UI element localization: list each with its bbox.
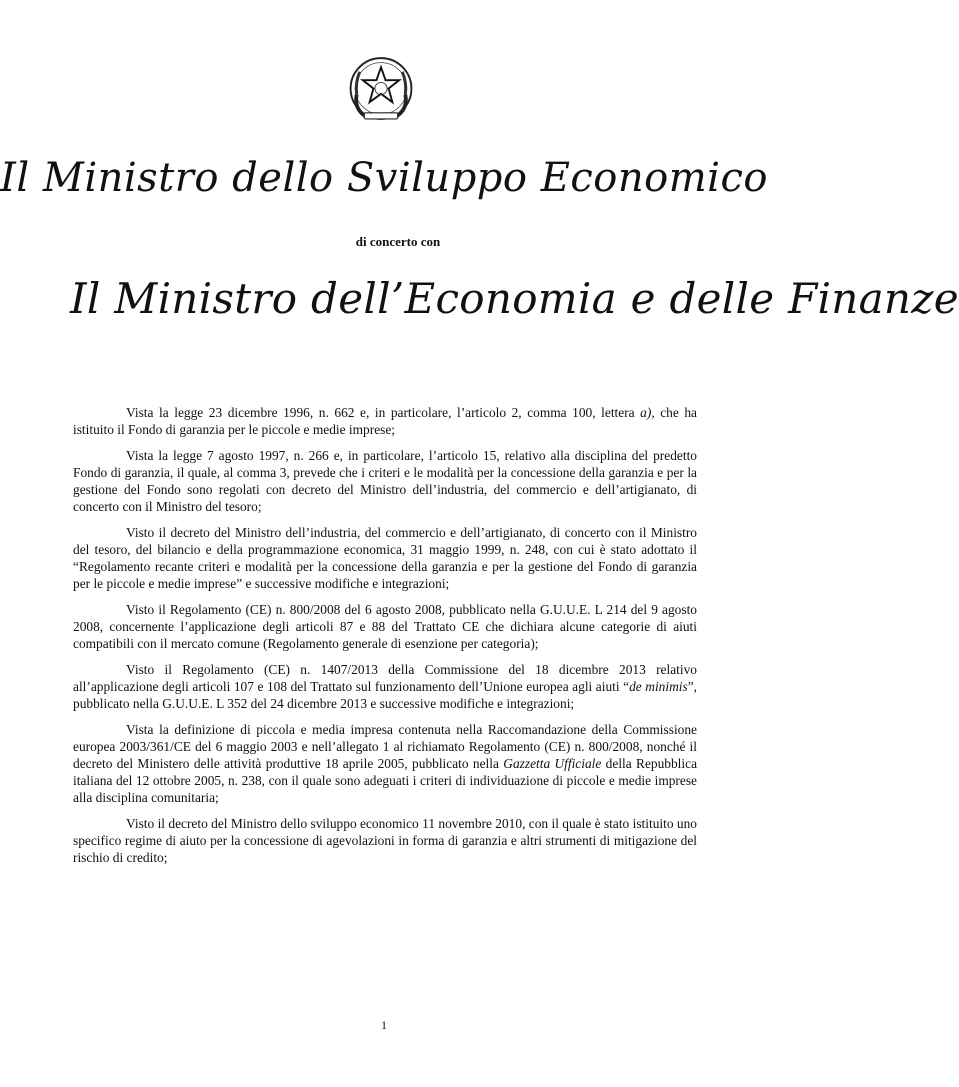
- paragraph-text: Vista la definizione di piccola e media impresa contenuta nella Raccomandazione della Commissione europea 2003/361/CE del 6 maggio 2003 e nell’allegato 1 al richiamato Regolamento (CE) n. 800/2008, nonché il decreto del Ministero delle attività produttive 18 aprile 2005, pubblicato nella: [73, 722, 697, 771]
- paragraph-5: [73, 661, 697, 712]
- paragraph-text: , che ha istituito il Fondo di garanzia per le piccole e medie imprese;: [73, 405, 698, 437]
- paragraph-2: Vista la legge 7 agosto 1997, n. 266 e, in particolare, l’articolo 15, relativo alla disciplina del predetto Fondo di garanzia, il quale, al comma 3, prevede che i criteri e le modalità per la concessione della garanzia e per la gestione del Fondo sono regolati con decreto del Ministro dell’industria, del commercio e dell’artigianato, di concerto con il Ministro del tesoro;: [73, 448, 697, 514]
- italian-republic-emblem-icon: [343, 49, 419, 125]
- paragraph-text: ”, pubblicato nella G.U.U.E. L 352 del 24 dicembre 2013 e successive modifiche e integrazioni;: [73, 679, 697, 711]
- document-body: [73, 404, 697, 875]
- paragraph-text: Vista la legge 23 dicembre 1996, n. 662 e, in particolare, l’articolo 2, comma 100, lettera: [126, 405, 641, 420]
- page-number: 1: [381, 1018, 387, 1032]
- paragraph-emphasis: de minimis: [629, 679, 688, 694]
- ministry-title: Il Ministro dello Sviluppo Economico: [0, 155, 768, 201]
- paragraph-7: Visto il decreto del Ministro dello sviluppo economico 11 novembre 2010, con il quale è stato istituito uno specifico regime di aiuto per la concessione di agevolazioni in forma di garanzia e altri strumenti di mitigazione del rischio di credito;: [73, 816, 697, 865]
- paragraph-text: della Repubblica italiana del 12 ottobre 2005, n. 238, con il quale sono adeguati i criteri di individuazione di piccole e medie imprese alla disciplina comunitaria;: [73, 756, 698, 805]
- paragraph-6: [73, 721, 697, 806]
- paragraph-emphasis: a): [640, 405, 652, 420]
- concerto-label: di concerto con: [355, 234, 441, 249]
- paragraph-3: Visto il decreto del Ministro dell’industria, del commercio e dell’artigianato, di concerto con il Ministro del tesoro, del bilancio e della programmazione economica, 31 maggio 1999, n. 248, con cui è stato adottato il “Regolamento recante criteri e modalità per la concessione della garanzia e per la gestione del Fondo di garanzia per le piccole e medie imprese” e successive modifiche e integrazioni;: [73, 525, 697, 591]
- paragraph-text: Visto il Regolamento (CE) n. 1407/2013 della Commissione del 18 dicembre 2013 relativo all’applicazione degli articoli 107 e 108 del Trattato sul funzionamento dell’Unione europea agli aiuti “: [73, 662, 697, 694]
- ministry-title-secondary: Il Ministro dell’Economia e delle Finanze: [70, 274, 959, 323]
- paragraph-4: Visto il Regolamento (CE) n. 800/2008 del 6 agosto 2008, pubblicato nella G.U.U.E. L 214 del 9 agosto 2008, concernente l’applicazione degli articoli 87 e 88 del Trattato CE che dichiara alcune categorie di aiuti compatibili con il mercato comune (Regolamento generale di esenzione per categoria);: [73, 602, 697, 651]
- paragraph-1: [73, 404, 697, 438]
- paragraph-emphasis: Gazzetta Ufficiale: [503, 756, 602, 771]
